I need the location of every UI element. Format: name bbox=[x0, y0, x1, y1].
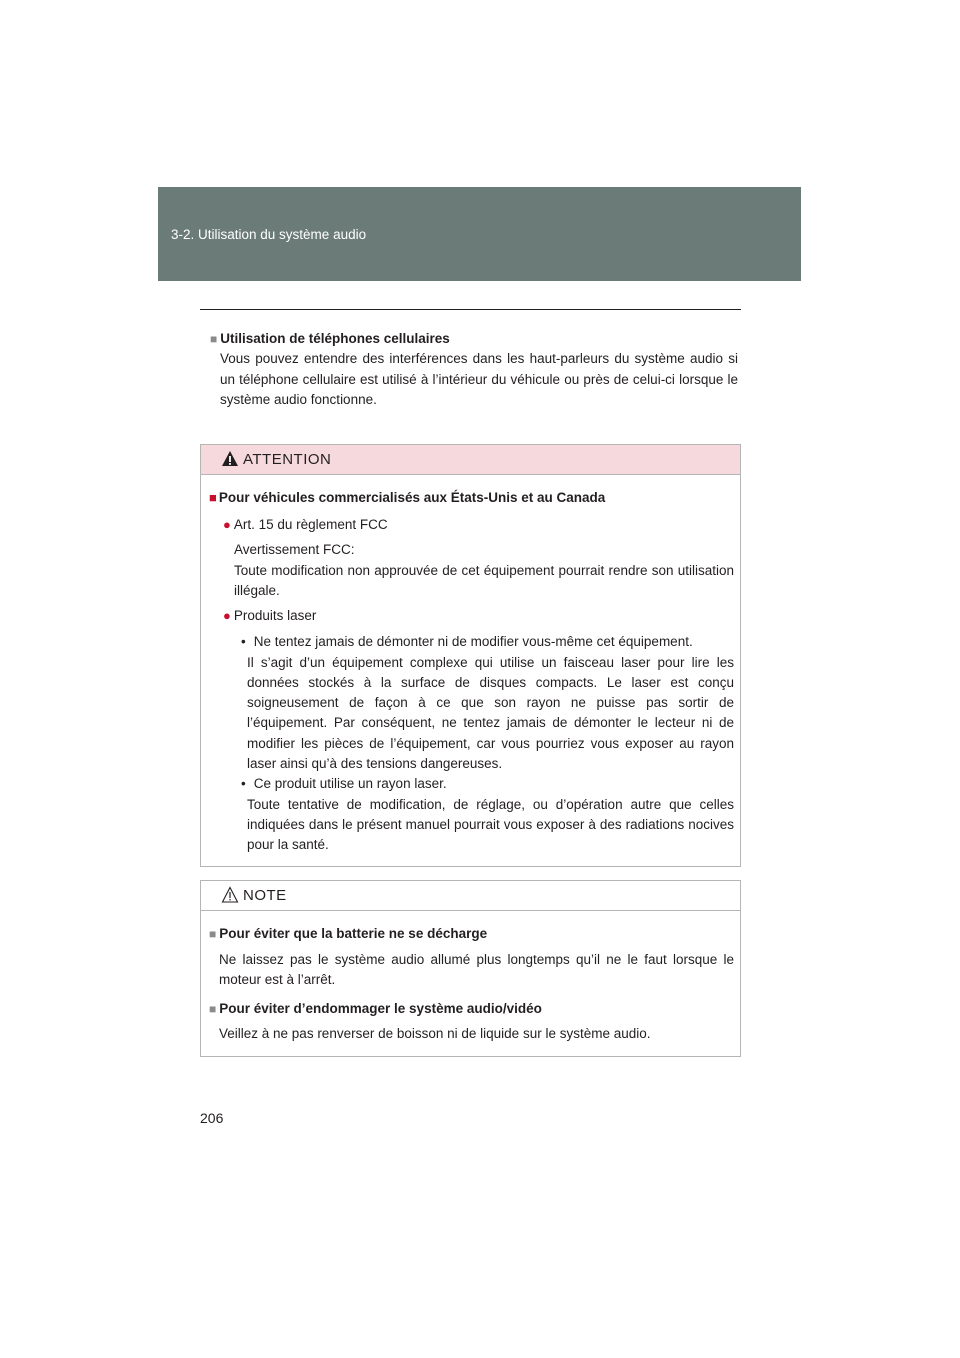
intro-text: Vous pouvez entendre des interférences dans les haut-parleurs du système audio si un téléphone cellulaire est utilisé à l’intérieur du véhicule ou près de celui-ci lorsque le système audio fonctionne. bbox=[220, 351, 738, 407]
section-header-band bbox=[158, 187, 801, 281]
attention-box bbox=[200, 444, 741, 867]
note-body bbox=[201, 911, 740, 1045]
red-square-bullet-icon: ■ bbox=[209, 490, 217, 505]
note-heading-battery: ■ Pour éviter que la batterie ne se décharge bbox=[209, 926, 488, 941]
small-bullet-icon: • bbox=[241, 776, 246, 792]
small-bullet-icon: • bbox=[241, 634, 246, 649]
laser-item-title: ● Produits laser bbox=[223, 607, 317, 623]
red-dot-bullet-icon: ● bbox=[223, 607, 231, 623]
divider bbox=[200, 309, 741, 310]
laser-sub2-title: • Ce produit utilise un rayon laser. bbox=[241, 776, 447, 792]
red-dot-bullet-icon: ● bbox=[223, 516, 231, 532]
note-header bbox=[201, 881, 740, 911]
square-bullet-icon: ■ bbox=[209, 927, 217, 941]
attention-body bbox=[201, 475, 740, 856]
page-number: 206 bbox=[200, 1110, 224, 1126]
note-text-damage: Veillez à ne pas renverser de boisson ni de liquide sur le système audio. bbox=[219, 1026, 651, 1041]
note-text-battery: Ne laissez pas le système audio allumé plus longtemps qu’il ne le faut lorsque le moteur est à l’arrêt. bbox=[219, 951, 734, 987]
laser-sub2-text: Toute tentative de modification, de réglage, ou d’opération autre que celles indiquées dans le présent manuel pourrait vous exposer à des radiations nocives pour la santé. bbox=[247, 796, 734, 853]
attention-header bbox=[201, 445, 740, 475]
note-heading-damage: ■ Pour éviter d’endommager le système audio/vidéo bbox=[209, 1000, 542, 1016]
square-bullet-icon: ■ bbox=[209, 1001, 217, 1016]
attention-title: ATTENTION bbox=[243, 451, 332, 468]
attention-heading: ■ Pour véhicules commercialisés aux États-Unis et au Canada bbox=[209, 490, 606, 505]
warning-triangle-icon bbox=[221, 450, 239, 467]
intro-heading: ■ Utilisation de téléphones cellulaires bbox=[210, 331, 450, 346]
caution-triangle-icon bbox=[221, 886, 239, 903]
fcc-warning-label: Avertissement FCC: bbox=[234, 542, 355, 557]
fcc-item-title: ● Art. 15 du règlement FCC bbox=[223, 516, 388, 532]
fcc-warning-text: Toute modification non approuvée de cet équipement pourrait rendre son utilisation illégale. bbox=[234, 562, 734, 598]
section-title: 3-2. Utilisation du système audio bbox=[171, 227, 367, 242]
note-box bbox=[200, 880, 741, 1057]
laser-sub1-text: Il s’agit d’un équipement complexe qui utilise un faisceau laser pour lire les données stockés à la surface de disques compacts. Le laser est conçu soigneusement de façon à ce que son rayon ne puisse pas sortir de l’équipement. Par conséquent, ne tentez jamais de démonter le lecteur ni de modifier les pièces de l’équipement, car vous pourriez vous exposer au rayon laser ainsi qu’à des tensions dangereuses. bbox=[247, 654, 734, 771]
note-title: NOTE bbox=[243, 887, 287, 904]
intro-section bbox=[210, 329, 738, 411]
square-bullet-icon: ■ bbox=[210, 332, 218, 346]
laser-sub1-title: • Ne tentez jamais de démonter ni de modifier vous-même cet équipement. bbox=[241, 634, 693, 649]
